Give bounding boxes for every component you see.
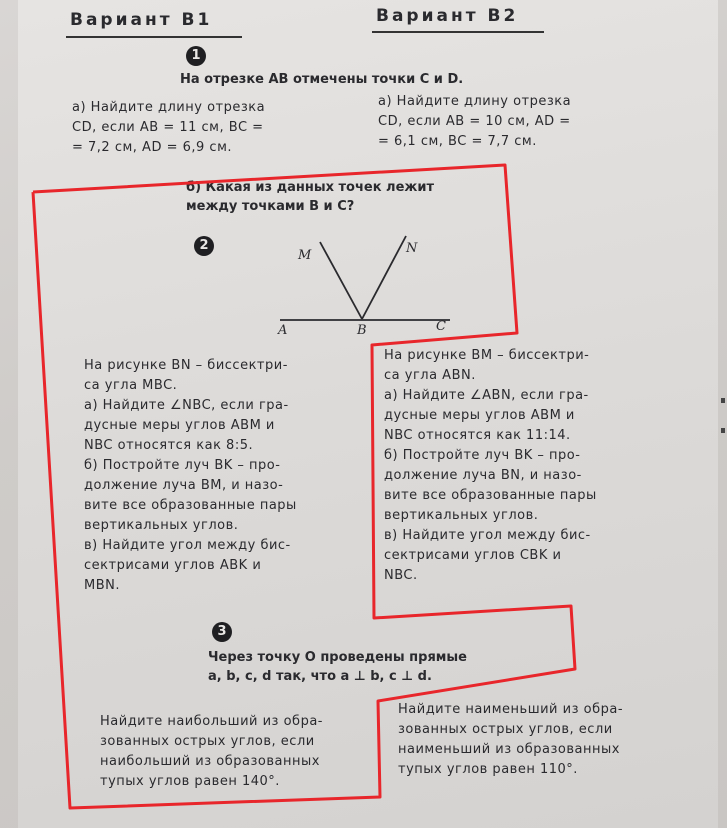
edge-mark-bottom [721, 428, 725, 433]
task-2-v2-text: На рисунке BM – биссектри- са угла ABN. а) Найдите ∠ABN, если гра- дусные меры углов ABM и NBC относятся как 11:14. б) Постройте луч BK – про- должение луча BN, и назо- вите все образованные пары вертикальных углов. в) Найдите угол между бис- сектрисами углов CBK и NBC. [384, 348, 597, 583]
label-m: M [298, 248, 312, 263]
task-3-v2-text: Найдите наименьший из обра- зованных острых углов, если наименьший из образованных тупых углов равен 110°. [398, 702, 624, 777]
task-1-v2-part-a: а) Найдите длину отрезка CD, если AB = 10 см, AD = = 6,1 см, BC = 7,7 см. [378, 94, 572, 149]
edge-mark-top [721, 398, 725, 403]
task-1-part-b: б) Какая из данных точек лежит между точками B и C? [186, 180, 434, 214]
task-1-intro: На отрезке AB отмечены точки C и D. [180, 72, 464, 87]
variant-1-heading: Вариант В1 [70, 10, 213, 30]
task-3-number-badge: 3 [212, 622, 232, 642]
label-n: N [406, 241, 418, 256]
task-3-v1-text: Найдите наибольший из обра- зованных острых углов, если наибольший из образованных тупых углов равен 140°. [100, 714, 323, 789]
task-2-v1-text: На рисунке BN – биссектри- са угла MBC. а) Найдите ∠NBC, если гра- дусные меры углов ABM и NBC относятся как 8:5. б) Постройте луч BK – про- должение луча BM, и назо- вите все образованные пары вертикальных углов. в) Найдите угол между бис- сектрисами углов ABK и MBN. [84, 358, 297, 593]
variant-2-heading: Вариант В2 [376, 6, 519, 26]
task-1-v1-part-a: а) Найдите длину отрезка CD, если AB = 11 см, BC = = 7,2 см, AD = 6,9 см. [72, 100, 266, 155]
task-1-number-badge: 1 [186, 46, 206, 66]
label-b: B [357, 323, 367, 338]
label-a: A [278, 323, 288, 338]
task-3-intro: Через точку O проведены прямые a, b, c, d так, что a ⊥ b, c ⊥ d. [208, 650, 467, 684]
label-c: C [436, 319, 446, 334]
task-2-number-badge: 2 [194, 236, 214, 256]
